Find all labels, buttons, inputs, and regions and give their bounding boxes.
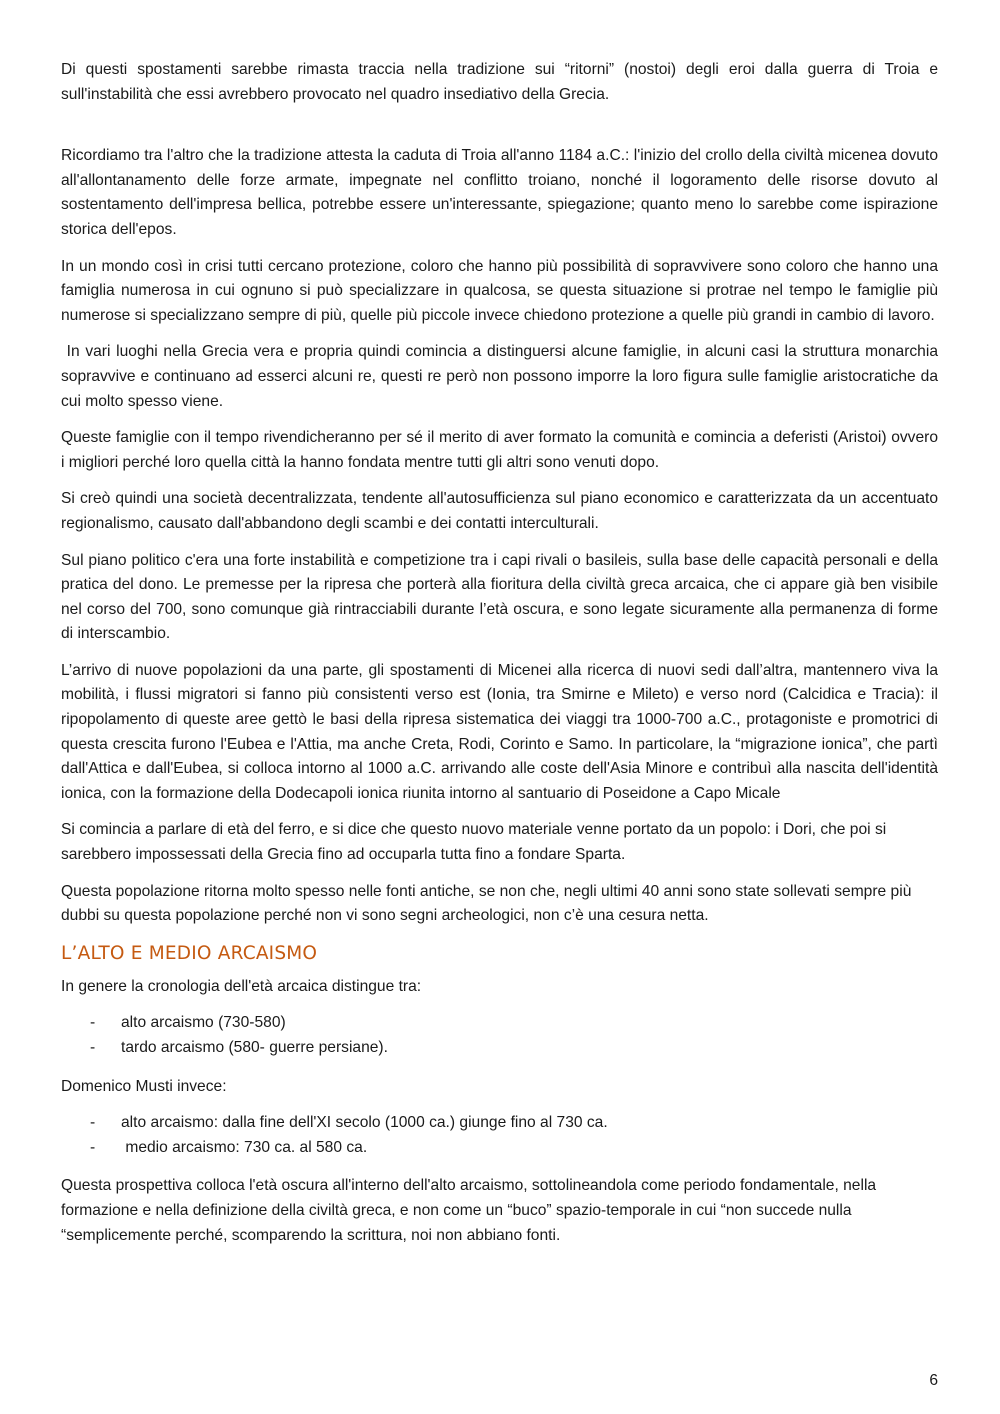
list-item: - medio arcaismo: 730 ca. al 580 ca. — [61, 1136, 938, 1161]
document-page — [61, 58, 938, 1260]
paragraph-societa: Si creò quindi una società decentralizzata, tendente all'autosufficienza sul piano economico e caratterizzata da un accentuato regionalismo, causato dall'abbandono degli scambi e dei contatti interculturali. — [61, 490, 938, 532]
section-heading: L’ALTO E MEDIO ARCAISMO — [61, 942, 318, 964]
paragraph-gap — [61, 119, 938, 144]
chronology-list — [61, 1011, 938, 1060]
dash-bullet: - — [90, 1114, 96, 1132]
musti-list — [61, 1111, 938, 1160]
closing-paragraph: Questa prospettiva colloca l'età oscura all'interno dell'alto arcaismo, sottolineandola come periodo fondamentale, nella formazione e nella definizione della civiltà greca, e non come un “buco” spazio-temporale in cui “non succede nulla “semplicemente perché, scomparendo la scrittura, noi non abbiano fonti. — [61, 1177, 877, 1244]
paragraph-troia: Ricordiamo tra l'altro che la tradizione attesta la caduta di Troia all'anno 1184 a.C.: l'inizio del crollo della civiltà micenea dovuto all'allontanamento delle forze armate, impegnate nel conflitto troiano, nonché il logoramento delle risorse dovuto al sostentamento dell'impresa bellica, potrebbe essere un'interessante, spiegazione; quanto meno lo sarebbe come ispirazione storica dell'epos. — [61, 147, 938, 238]
paragraph-fonti: Questa popolazione ritorna molto spesso nelle fonti antiche, se non che, negli ultimi 40 anni sono state sollevati sempre più dubbi su questa popolazione perché non vi sono segni archeologici, non c’è una cesura netta. — [61, 882, 912, 925]
paragraph-migrazioni: L’arrivo di nuove popolazioni da una parte, gli spostamenti di Micenei alla ricerca di nuovi sedi dall’altra, mantennero viva la mobilità, i flussi migratori si fanno più consistenti verso est (Ionia, tra Smirne e Mileto) e verso nord (Calcidica e Tracia): il ripopolamento di queste aree gettò le basi della ripresa sistematica dei viaggi tra 1000-700 a.C., protagoniste e promotrici di questa crescita furono l'Eubea e l'Attia, ma anche Creta, Rodi, Corinto e Samo. In particolare, la “migrazione ionica”, che partì dall'Attica e dall'Eubea, si colloca intorno al 1000 a.C. arrivando alle coste dell'Asia Minore e contribuì alla nascita dell'identità ionica, con la formazione della Dodecapoli ionica riunita intorno al santuario di Poseidone a Capo Micale — [61, 661, 938, 802]
dash-bullet: - — [90, 1014, 96, 1032]
page-number: 6 — [929, 1372, 938, 1389]
paragraph-dori: Si comincia a parlare di età del ferro, e si dice che questo nuovo materiale venne portato da un popolo: i Dori, che poi si sarebbero impossessati della Grecia fino ad occuparla tutta fino a fondare Sparta. — [61, 821, 887, 864]
dash-bullet: - — [90, 1039, 96, 1056]
paragraph-nostoi: Di questi spostamenti sarebbe rimasta traccia nella tradizione sui “ritorni” (nostoi) degli eroi dalla guerra di Troia e sull'instabilità che essi avrebbero provocato nel quadro insediativo della Grecia. — [61, 61, 938, 103]
paragraph-politico: Sul piano politico c'era una forte instabilità e competizione tra i capi rivali o basileis, sulla base delle capacità personali e della pratica del dono. Le premesse per la ripresa che porterà alla fioritura della civiltà greca arcaica, che ci appare già ben visibile nel corso del 700, sono comunque già rintracciabili durante l’età oscura, e sono legate sicuramente alla permanenza di forme di interscambio. — [61, 551, 938, 643]
paragraph-crisi: In un mondo così in crisi tutti cercano protezione, coloro che hanno più possibilità di sopravvivere sono coloro che hanno una famiglia numerosa in cui ognuno si può specializzare in qualcosa, se questa situazione si protrae nel tempo le famiglie più numerose si specializzano sempre di più, quelle più piccole invece chiedono protezione a quelle più grandi in cambio di lavoro. — [61, 257, 938, 324]
list-item: - alto arcaismo (730-580) — [61, 1011, 938, 1036]
musti-intro: Domenico Musti invece: — [61, 1077, 227, 1095]
section-intro: In genere la cronologia dell'età arcaica distingue tra: — [61, 977, 422, 995]
dash-bullet: - — [90, 1138, 96, 1156]
list-item: - alto arcaismo: dalla fine dell'XI secolo (1000 ca.) giunge fino al 730 ca. — [61, 1111, 938, 1136]
paragraph-famiglie: In vari luoghi nella Grecia vera e propria quindi comincia a distinguersi alcune famiglie, in alcuni casi la struttura monarchia sopravvive e continuano ad esserci alcuni re, questi re però non possono imporre la loro figura sulle famiglie aristocratiche da cui molto spesso viene. — [61, 343, 938, 410]
paragraph-aristoi: Queste famiglie con il tempo rivendicheranno per sé il merito di aver formato la comunità e comincia a deferisti (Aristoi) ovvero i migliori perché loro quella città la hanno fondata mentre tutti gli altri sono venuti dopo. — [61, 429, 938, 471]
list-item: - tardo arcaismo (580- guerre persiane). — [61, 1036, 938, 1061]
